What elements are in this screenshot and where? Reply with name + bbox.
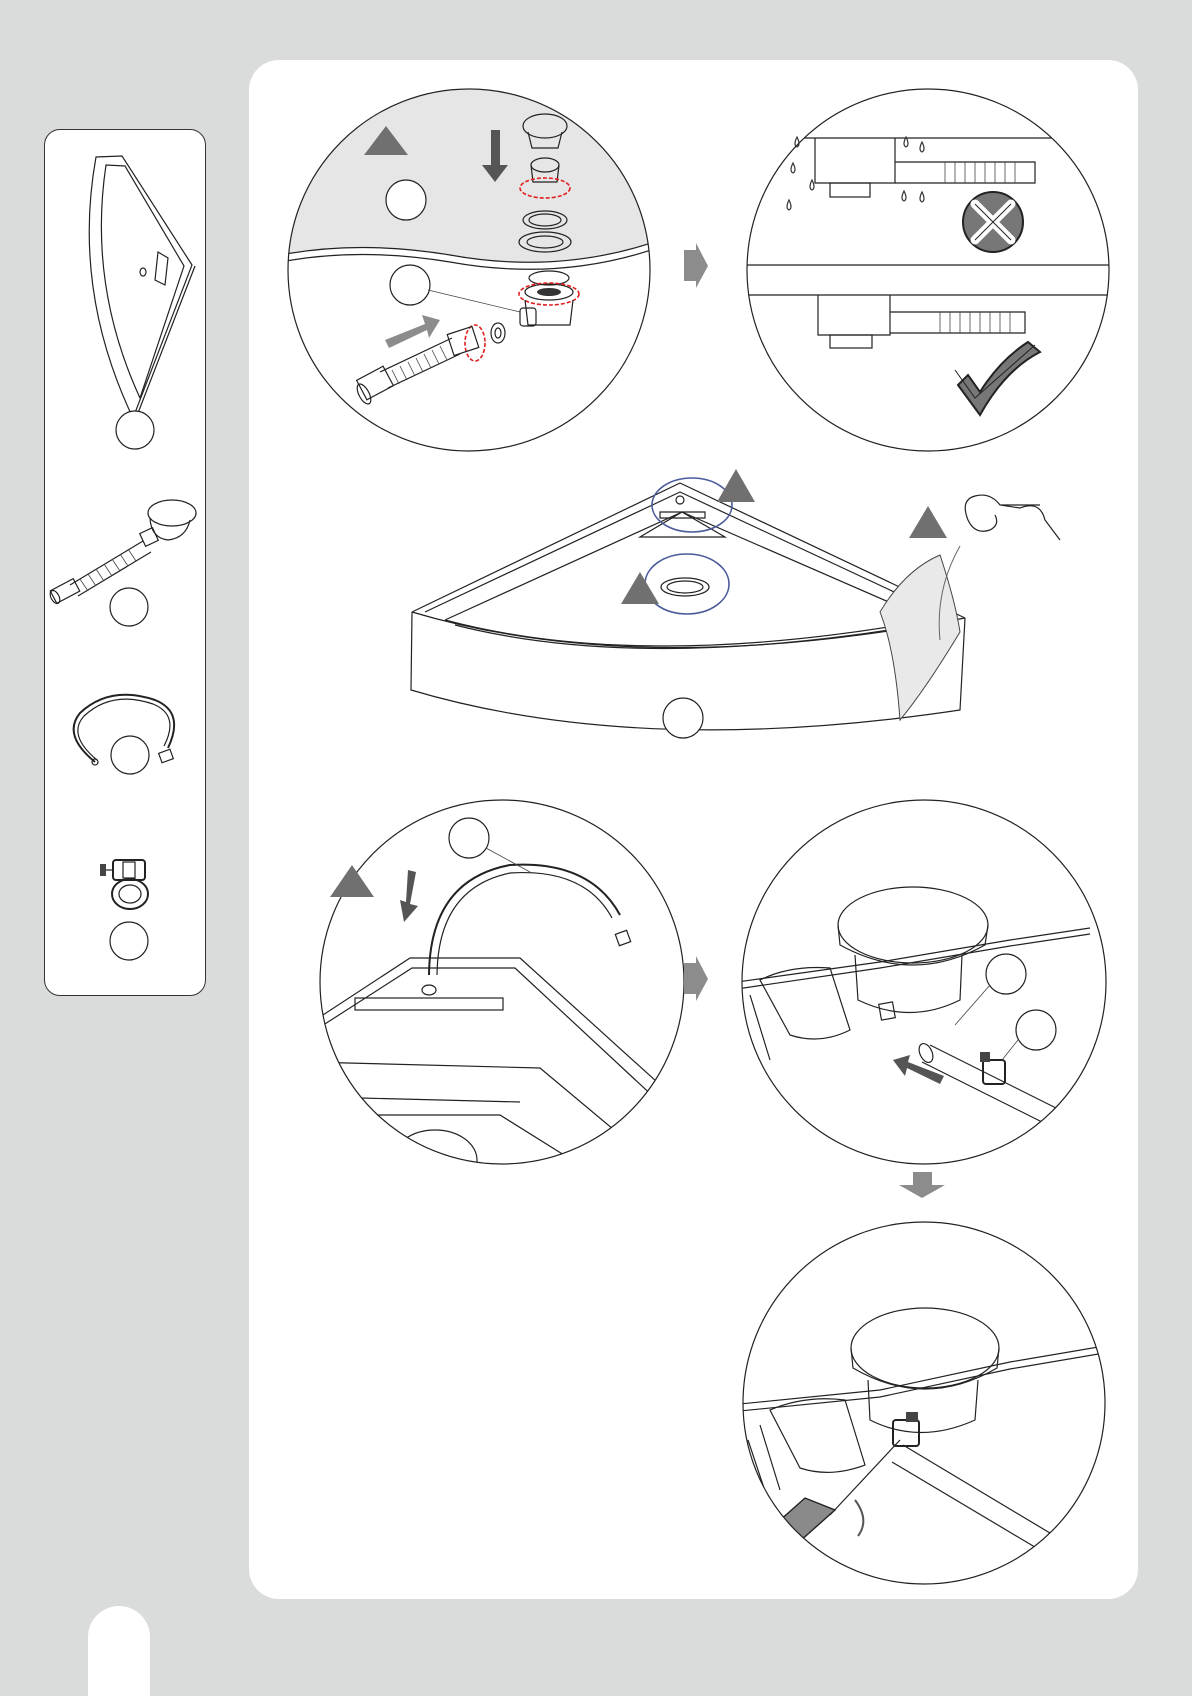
push-arrow-icon	[385, 315, 440, 348]
step-callout-badge	[663, 698, 703, 738]
part-hose-clamp	[100, 860, 148, 960]
warning-triangle-icon	[330, 865, 374, 897]
step-callout-badge	[390, 265, 430, 305]
shower-tray-icon	[89, 156, 195, 418]
step-hose-connect	[708, 800, 1106, 1164]
warning-triangle-icon	[621, 572, 659, 604]
highlight-ring	[645, 554, 729, 614]
step-tray-overview	[411, 469, 1060, 738]
step-overflow-insert	[300, 800, 710, 1190]
part-number-badge-3	[111, 736, 149, 774]
warning-triangle-icon	[717, 469, 755, 502]
warning-triangle-icon	[909, 506, 947, 538]
part-number-badge-1	[116, 411, 154, 449]
clamp-tightening-icon	[728, 1308, 1070, 1566]
highlight-ring	[652, 478, 732, 532]
step-callout-badge	[986, 954, 1026, 994]
hose-clamp-icon	[100, 860, 148, 909]
down-arrow-icon	[400, 870, 418, 922]
next-step-arrow-icon	[899, 1172, 945, 1198]
step-callout-badge	[386, 180, 426, 220]
tray-film-removal-icon	[411, 483, 1060, 730]
part-number-badge-2	[110, 588, 148, 626]
incorrect-cross-icon	[963, 192, 1023, 252]
step-clamp-tighten	[728, 1222, 1110, 1584]
part-number-badge-4	[110, 922, 148, 960]
step-callout-badge	[449, 818, 489, 858]
next-step-arrow-icon	[684, 243, 708, 288]
part-shower-tray	[89, 156, 195, 449]
hose-to-drain-connect-icon	[708, 887, 1080, 1137]
part-overflow-hose	[74, 695, 175, 774]
step-drain-exploded	[280, 89, 660, 451]
step-callout-badge	[1016, 1010, 1056, 1050]
next-step-arrow-icon	[684, 956, 708, 1001]
water-drops-icon	[787, 137, 924, 210]
part-drain-kit	[48, 500, 196, 626]
step-seal-check	[740, 89, 1110, 451]
correct-check-icon	[955, 342, 1040, 415]
